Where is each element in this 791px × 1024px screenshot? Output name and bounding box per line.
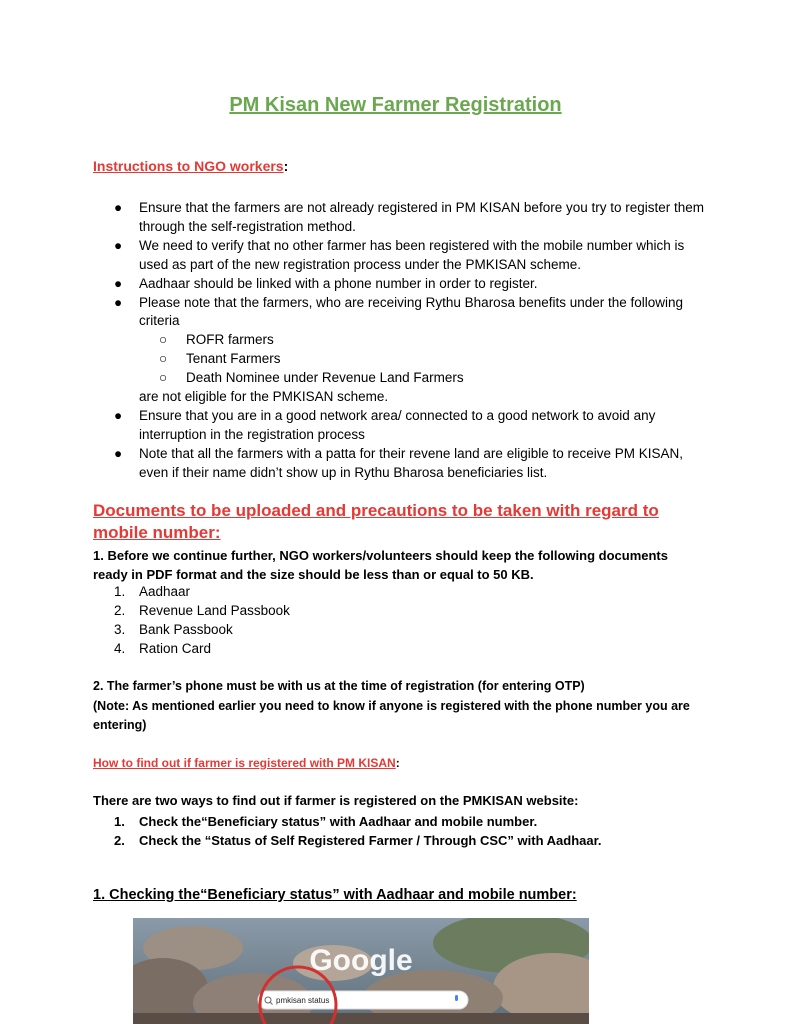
bullet-icon: ● <box>114 294 123 310</box>
list-item: ● Note that all the farmers with a patta for their revene land are eligible to receive PM KISAN, even if their name didn’t show up in Rythu Bharosa beneficiaries list. <box>114 445 684 480</box>
instructions-heading <box>93 158 288 174</box>
list-item: ● We need to verify that no other farmer has been registered with the mobile number which is used as part of the new registration process under the PMKISAN scheme. <box>114 237 685 272</box>
google-search-screenshot <box>133 918 589 1024</box>
instructions-heading-colon: : <box>283 158 289 174</box>
list-item: ● Ensure that you are in a good network area/ connected to a good network to avoid any interruption in the registration process <box>114 407 656 442</box>
criteria-note: are not eligible for the PMKISAN scheme. <box>139 389 389 405</box>
bullet-icon: ● <box>114 237 123 253</box>
bullet-icon: ● <box>114 275 123 291</box>
way-item: 1. Check the“Beneficiary status” with Aadhaar and mobile number. <box>114 814 538 829</box>
documents-list <box>114 582 290 658</box>
way-item: 2. Check the “Status of Self Registered Farmer / Through CSC” with Aadhaar. <box>114 833 602 848</box>
list-item: ● Aadhaar should be linked with a phone number in order to register. <box>114 275 704 294</box>
instructions-heading-text: Instructions to NGO workers <box>93 158 284 174</box>
instructions-list <box>114 199 704 483</box>
criteria-item: ○ ROFR farmers <box>159 331 704 350</box>
microphone-icon <box>455 995 458 1001</box>
circle-bullet-icon: ○ <box>159 370 168 386</box>
document-item: 3. Bank Passbook <box>114 622 233 637</box>
circle-bullet-icon: ○ <box>159 351 168 367</box>
documents-point-2 <box>93 677 703 736</box>
phone-requirement: 2. The farmer’s phone must be with us at the time of registration (for entering OTP) <box>93 679 585 693</box>
document-item: 2. Revenue Land Passbook <box>114 603 290 618</box>
howto-heading-text: How to find out if farmer is registered with PM KISAN <box>93 756 396 770</box>
howto-heading-colon: : <box>395 756 400 770</box>
criteria-item: ○ Tenant Farmers <box>159 350 704 369</box>
list-item: ● Please note that the farmers, who are receiving Rythu Bharosa benefits under the following criteria ○ ROFR farmers ○ Tenant Farmers ○ Death Nominee under Revenue Land Farmers <box>114 294 704 389</box>
ways-list <box>114 812 602 850</box>
search-query: pmkisan status <box>276 996 330 1005</box>
phone-note: (Note: As mentioned earlier you need to know if anyone is registered with the phone number you are entering) <box>93 698 690 732</box>
ways-intro: There are two ways to find out if farmer is registered on the PMKISAN website: <box>93 793 579 808</box>
circle-bullet-icon: ○ <box>159 332 168 348</box>
google-logo: Google <box>309 944 413 977</box>
criteria-item: ○ Death Nominee under Revenue Land Farmers <box>159 369 704 388</box>
bullet-icon: ● <box>114 407 123 423</box>
criteria-list <box>139 331 704 388</box>
documents-point-1: 1. Before we continue further, NGO workers/volunteers should keep the following documents ready in PDF format and the size should be less than or equal to 50 KB. <box>93 548 668 582</box>
section-1-heading: 1. Checking the“Beneficiary status” with Aadhaar and mobile number: <box>93 887 577 903</box>
howto-heading <box>93 756 400 770</box>
bullet-icon: ● <box>114 445 123 461</box>
bullet-icon: ● <box>114 200 123 215</box>
list-item: ● Ensure that the farmers are not already registered in PM KISAN before you try to register them through the self-registration method. <box>114 200 705 234</box>
documents-heading: Documents to be uploaded and precautions to be taken with regard to mobile number: <box>93 501 659 542</box>
screenshot-image <box>133 918 589 1024</box>
document-item: 4. Ration Card <box>114 641 212 656</box>
document-item: 1. Aadhaar <box>114 584 191 599</box>
page-title: PM Kisan New Farmer Registration <box>229 94 562 116</box>
